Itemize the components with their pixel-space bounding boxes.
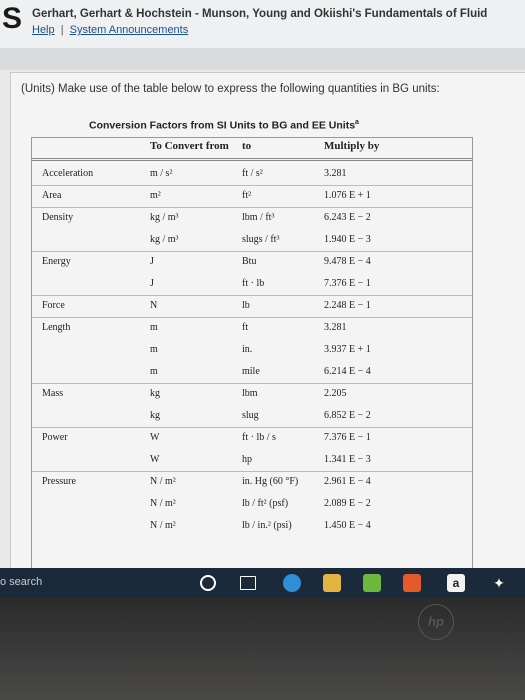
cell-multiply-by: 3.281	[324, 168, 347, 179]
cell-from-unit: m / s²	[150, 168, 173, 179]
table-row	[32, 252, 472, 274]
cell-to-unit: in. Hg (60 °F)	[242, 476, 299, 487]
cell-to-unit: lbm / ft³	[242, 212, 275, 223]
cell-multiply-by: 7.376 E − 1	[324, 278, 371, 289]
cell-multiply-by: 3.937 E + 1	[324, 344, 371, 355]
header-rule-double	[32, 160, 472, 161]
amazon-icon[interactable]: a	[447, 574, 465, 592]
header-multiply-by: Multiply by	[324, 140, 380, 152]
table-row	[32, 362, 472, 384]
group-divider	[32, 317, 472, 318]
cell-to-unit: mile	[242, 366, 260, 377]
cortana-icon[interactable]	[200, 575, 216, 591]
course-header	[0, 0, 525, 48]
cell-multiply-by: 2.248 E − 1	[324, 300, 371, 311]
cell-to-unit: lb	[242, 300, 250, 311]
cell-multiply-by: 7.376 E − 1	[324, 432, 371, 443]
cell-to-unit: slug	[242, 410, 259, 421]
cell-quantity: Energy	[42, 256, 71, 267]
cell-from-unit: J	[150, 278, 154, 289]
cell-multiply-by: 3.281	[324, 322, 347, 333]
header-links	[32, 24, 188, 36]
cell-multiply-by: 2.089 E − 2	[324, 498, 371, 509]
cell-from-unit: J	[150, 256, 154, 267]
cell-from-unit: m	[150, 366, 158, 377]
conversion-table	[31, 137, 473, 598]
table-row	[32, 428, 472, 450]
link-separator: |	[60, 24, 64, 36]
cell-multiply-by: 1.341 E − 3	[324, 454, 371, 465]
cell-from-unit: N / m²	[150, 498, 176, 509]
cell-multiply-by: 1.450 E − 4	[324, 520, 371, 531]
cell-from-unit: kg / m³	[150, 234, 179, 245]
cell-quantity: Pressure	[42, 476, 76, 487]
group-divider	[32, 251, 472, 252]
cell-from-unit: W	[150, 454, 160, 465]
cell-multiply-by: 1.076 E + 1	[324, 190, 371, 201]
table-row	[32, 340, 472, 362]
cell-to-unit: ft²	[242, 190, 252, 201]
cell-quantity: Density	[42, 212, 74, 223]
course-title: Gerhart, Gerhart & Hochstein - Munson, Young and Okiishi's Fundamentals of Fluid	[32, 8, 488, 20]
cell-quantity: Acceleration	[42, 168, 94, 179]
cell-quantity: Mass	[42, 388, 64, 399]
cell-to-unit: in.	[242, 344, 253, 355]
table-row	[32, 296, 472, 318]
group-divider	[32, 383, 472, 384]
table-title	[89, 119, 359, 132]
wileyplus-logo-icon: S	[2, 2, 23, 35]
cell-quantity: Length	[42, 322, 71, 333]
table-row	[32, 516, 472, 538]
system-announcements-link[interactable]: System Announcements	[69, 24, 189, 36]
edge-browser-icon[interactable]	[283, 574, 301, 592]
taskbar-search[interactable]: o search	[0, 576, 43, 588]
windows-taskbar	[0, 568, 525, 598]
table-row	[32, 208, 472, 230]
cell-multiply-by: 2.205	[324, 388, 347, 399]
cell-from-unit: m²	[150, 190, 161, 201]
help-link[interactable]: Help	[32, 24, 55, 36]
cell-to-unit: ft · lb / s	[242, 432, 276, 443]
hp-logo: hp	[418, 604, 454, 640]
question-panel	[10, 72, 525, 593]
table-row	[32, 472, 472, 494]
group-divider	[32, 471, 472, 472]
cell-from-unit: kg / m³	[150, 212, 179, 223]
cell-multiply-by: 2.961 E − 4	[324, 476, 371, 487]
cell-quantity: Power	[42, 432, 68, 443]
table-row	[32, 494, 472, 516]
table-row	[32, 186, 472, 208]
cell-from-unit: N / m²	[150, 520, 176, 531]
file-explorer-icon[interactable]	[323, 574, 341, 592]
group-divider	[32, 295, 472, 296]
task-view-icon[interactable]	[240, 576, 256, 590]
cell-to-unit: ft	[242, 322, 249, 333]
cell-multiply-by: 6.214 E − 4	[324, 366, 371, 377]
cell-from-unit: kg	[150, 388, 160, 399]
cell-to-unit: slugs / ft³	[242, 234, 280, 245]
table-row	[32, 384, 472, 406]
table-row	[32, 164, 472, 186]
cell-from-unit: N / m²	[150, 476, 176, 487]
cell-to-unit: ft · lb	[242, 278, 265, 289]
dropbox-icon[interactable]: ✦	[493, 575, 505, 591]
table-row	[32, 406, 472, 428]
group-divider	[32, 185, 472, 186]
cell-from-unit: W	[150, 432, 160, 443]
cell-to-unit: lb / in.² (psi)	[242, 520, 292, 531]
cell-to-unit: lbm	[242, 388, 258, 399]
cell-multiply-by: 6.852 E − 2	[324, 410, 371, 421]
header-divider	[0, 48, 525, 70]
cell-from-unit: N	[150, 300, 158, 311]
cell-from-unit: kg	[150, 410, 160, 421]
header-to: to	[242, 140, 252, 152]
header-rule	[32, 158, 472, 159]
cell-from-unit: m	[150, 322, 158, 333]
cell-multiply-by: 9.478 E − 4	[324, 256, 371, 267]
table-row	[32, 318, 472, 340]
table-row	[32, 230, 472, 252]
header-convert-from: To Convert from	[150, 140, 229, 152]
store-icon[interactable]	[363, 574, 381, 592]
cell-to-unit: Btu	[242, 256, 257, 267]
table-row	[32, 450, 472, 472]
cell-from-unit: m	[150, 344, 158, 355]
table-title-footnote: a	[355, 119, 359, 126]
cell-multiply-by: 6.243 E − 2	[324, 212, 371, 223]
table-row	[32, 274, 472, 296]
question-text: (Units) Make use of the table below to express the following quantities in BG units:	[21, 83, 440, 95]
cell-to-unit: lb / ft² (psf)	[242, 498, 289, 509]
cell-multiply-by: 1.940 E − 3	[324, 234, 371, 245]
cell-quantity: Area	[42, 190, 62, 201]
group-divider	[32, 427, 472, 428]
monitor-bezel	[0, 598, 525, 700]
table-title-text: Conversion Factors from SI Units to BG and EE Units	[89, 119, 356, 132]
cell-to-unit: ft / s²	[242, 168, 263, 179]
cell-to-unit: hp	[242, 454, 252, 465]
cell-quantity: Force	[42, 300, 65, 311]
office-icon[interactable]	[403, 574, 421, 592]
group-divider	[32, 207, 472, 208]
